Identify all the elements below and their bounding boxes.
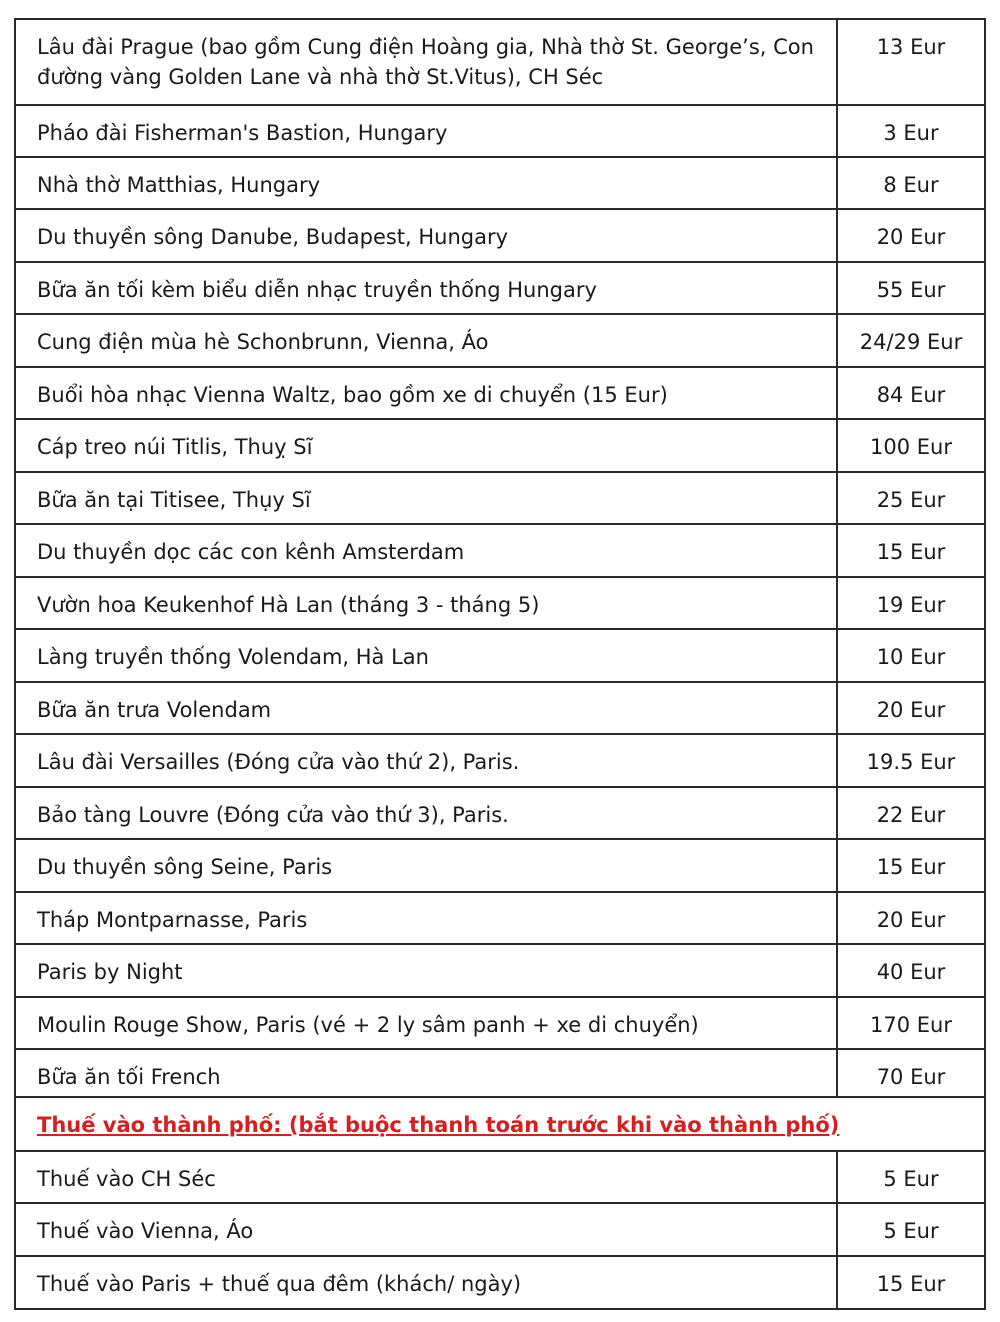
attraction-name: Buổi hòa nhạc Vienna Waltz, bao gồm xe di chuyển (15 Eur)	[15, 367, 837, 419]
attraction-price: 13 Eur	[837, 19, 985, 105]
table-row	[15, 944, 985, 997]
attraction-name: Paris by Night	[15, 944, 837, 997]
attraction-price: 22 Eur	[837, 787, 985, 839]
attraction-name: Tháp Montparnasse, Paris	[15, 892, 837, 944]
attraction-price: 3 Eur	[837, 105, 985, 157]
table-row	[15, 577, 985, 629]
attraction-price: 20 Eur	[837, 209, 985, 262]
tax-price: 5 Eur	[837, 1203, 985, 1256]
attraction-price: 84 Eur	[837, 367, 985, 419]
tax-name: Thuế vào Vienna, Áo	[15, 1203, 837, 1256]
table-row	[15, 1049, 985, 1097]
tax-price: 15 Eur	[837, 1256, 985, 1309]
table-row	[15, 1256, 985, 1309]
tax-price: 5 Eur	[837, 1151, 985, 1203]
table-row	[15, 314, 985, 367]
attraction-name: Pháo đài Fisherman's Bastion, Hungary	[15, 105, 837, 157]
attraction-name: Bữa ăn tối kèm biểu diễn nhạc truyền thống Hungary	[15, 262, 837, 314]
table-row	[15, 1203, 985, 1256]
table-row	[15, 157, 985, 209]
table-row	[15, 472, 985, 524]
table-row	[15, 419, 985, 472]
attraction-name: Vườn hoa Keukenhof Hà Lan (tháng 3 - tháng 5)	[15, 577, 837, 629]
table-row	[15, 629, 985, 682]
attraction-price: 10 Eur	[837, 629, 985, 682]
attraction-name: Bảo tàng Louvre (Đóng cửa vào thứ 3), Paris.	[15, 787, 837, 839]
attraction-name: Moulin Rouge Show, Paris (vé + 2 ly sâm panh + xe di chuyển)	[15, 997, 837, 1049]
attraction-price: 24/29 Eur	[837, 314, 985, 367]
attraction-price: 19.5 Eur	[837, 734, 985, 787]
tax-section-heading: Thuế vào thành phố: (bắt buộc thanh toán trước khi vào thành phố)	[15, 1097, 985, 1151]
table-row	[15, 367, 985, 419]
table-row	[15, 262, 985, 314]
attraction-price: 15 Eur	[837, 524, 985, 577]
attraction-name: Làng truyền thống Volendam, Hà Lan	[15, 629, 837, 682]
attraction-name: Nhà thờ Matthias, Hungary	[15, 157, 837, 209]
attraction-name: Lâu đài Prague (bao gồm Cung điện Hoàng gia, Nhà thờ St. George’s, Con đường vàng Golden Lane và nhà thờ St.Vitus), CH Séc	[15, 19, 837, 105]
attraction-name: Bữa ăn tối French	[15, 1049, 837, 1097]
attraction-name: Du thuyền sông Seine, Paris	[15, 839, 837, 892]
attraction-price: 100 Eur	[837, 419, 985, 472]
table-row	[15, 209, 985, 262]
attraction-name: Cáp treo núi Titlis, Thuỵ Sĩ	[15, 419, 837, 472]
table-row	[15, 892, 985, 944]
table-row	[15, 997, 985, 1049]
table-row	[15, 682, 985, 734]
price-table	[14, 18, 986, 1310]
table-row	[15, 734, 985, 787]
attraction-price: 170 Eur	[837, 997, 985, 1049]
tax-name: Thuế vào CH Séc	[15, 1151, 837, 1203]
attraction-price: 40 Eur	[837, 944, 985, 997]
table-row	[15, 1151, 985, 1203]
attraction-name: Bữa ăn tại Titisee, Thụy Sĩ	[15, 472, 837, 524]
attraction-price: 70 Eur	[837, 1049, 985, 1097]
table-row	[15, 19, 985, 105]
attraction-price: 15 Eur	[837, 839, 985, 892]
section-heading-row	[15, 1097, 985, 1151]
tax-name: Thuế vào Paris + thuế qua đêm (khách/ ngày)	[15, 1256, 837, 1309]
attraction-price: 8 Eur	[837, 157, 985, 209]
table-row	[15, 787, 985, 839]
attraction-name: Cung điện mùa hè Schonbrunn, Vienna, Áo	[15, 314, 837, 367]
attraction-name: Du thuyền sông Danube, Budapest, Hungary	[15, 209, 837, 262]
attraction-price: 20 Eur	[837, 892, 985, 944]
table-row	[15, 105, 985, 157]
attraction-price: 55 Eur	[837, 262, 985, 314]
attraction-price: 19 Eur	[837, 577, 985, 629]
table-row	[15, 839, 985, 892]
table-row	[15, 524, 985, 577]
attraction-price: 25 Eur	[837, 472, 985, 524]
attraction-name: Lâu đài Versailles (Đóng cửa vào thứ 2), Paris.	[15, 734, 837, 787]
attraction-name: Bữa ăn trưa Volendam	[15, 682, 837, 734]
attraction-name: Du thuyền dọc các con kênh Amsterdam	[15, 524, 837, 577]
attraction-price: 20 Eur	[837, 682, 985, 734]
